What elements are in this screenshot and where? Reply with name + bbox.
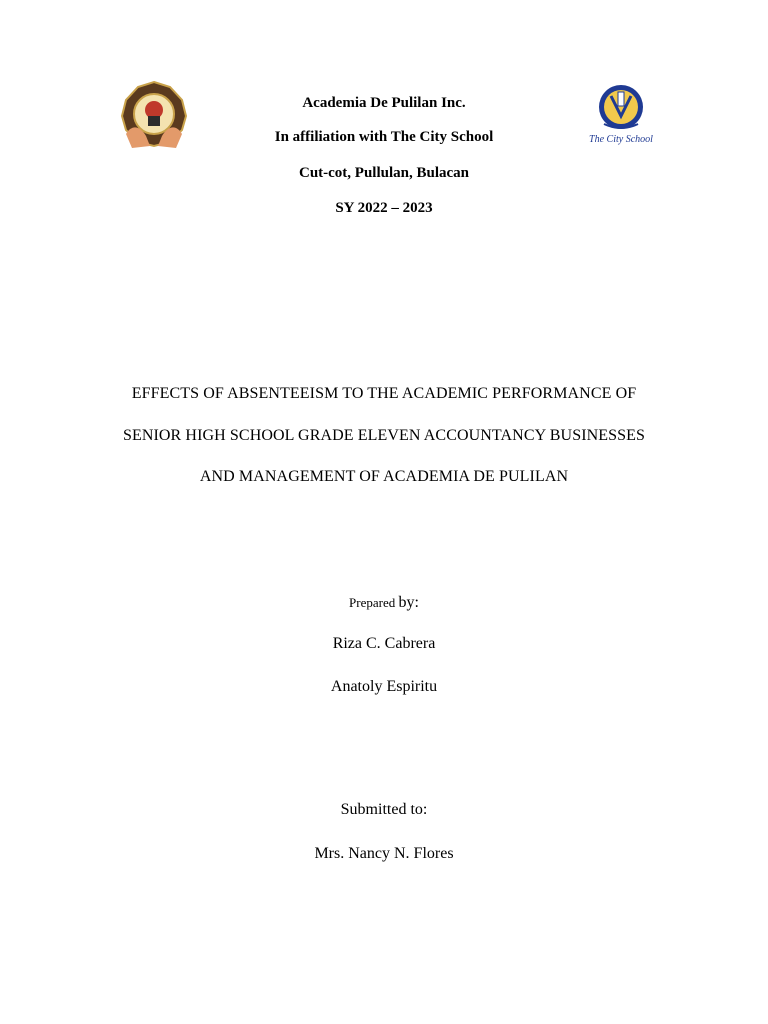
prepared-label-prefix: Prepared bbox=[349, 595, 399, 610]
title-line-2: SENIOR HIGH SCHOOL GRADE ELEVEN ACCOUNTANCY BUSINESSES bbox=[122, 427, 646, 444]
prepared-label-suffix: by: bbox=[398, 594, 419, 611]
address-line: Cut-cot, Pullulan, Bulacan bbox=[298, 165, 470, 181]
institution-name: Academia De Pulilan Inc. bbox=[302, 95, 466, 111]
title-line-3: AND MANAGEMENT OF ACADEMIA DE PULILAN bbox=[199, 468, 569, 485]
submitted-to-label: Submitted to: bbox=[340, 801, 428, 818]
prepared-by-label bbox=[0, 594, 768, 612]
school-year: SY 2022 – 2023 bbox=[335, 200, 433, 216]
city-school-logo-text: The City School bbox=[589, 134, 653, 145]
affiliation-line: In affiliation with The City School bbox=[274, 129, 494, 145]
recipient-name: Mrs. Nancy N. Flores bbox=[314, 845, 454, 862]
author-name: Riza C. Cabrera bbox=[332, 635, 436, 652]
author-name: Anatoly Espiritu bbox=[330, 678, 438, 695]
title-line-1: EFFECTS OF ABSENTEEISM TO THE ACADEMIC PERFORMANCE OF bbox=[131, 385, 637, 402]
